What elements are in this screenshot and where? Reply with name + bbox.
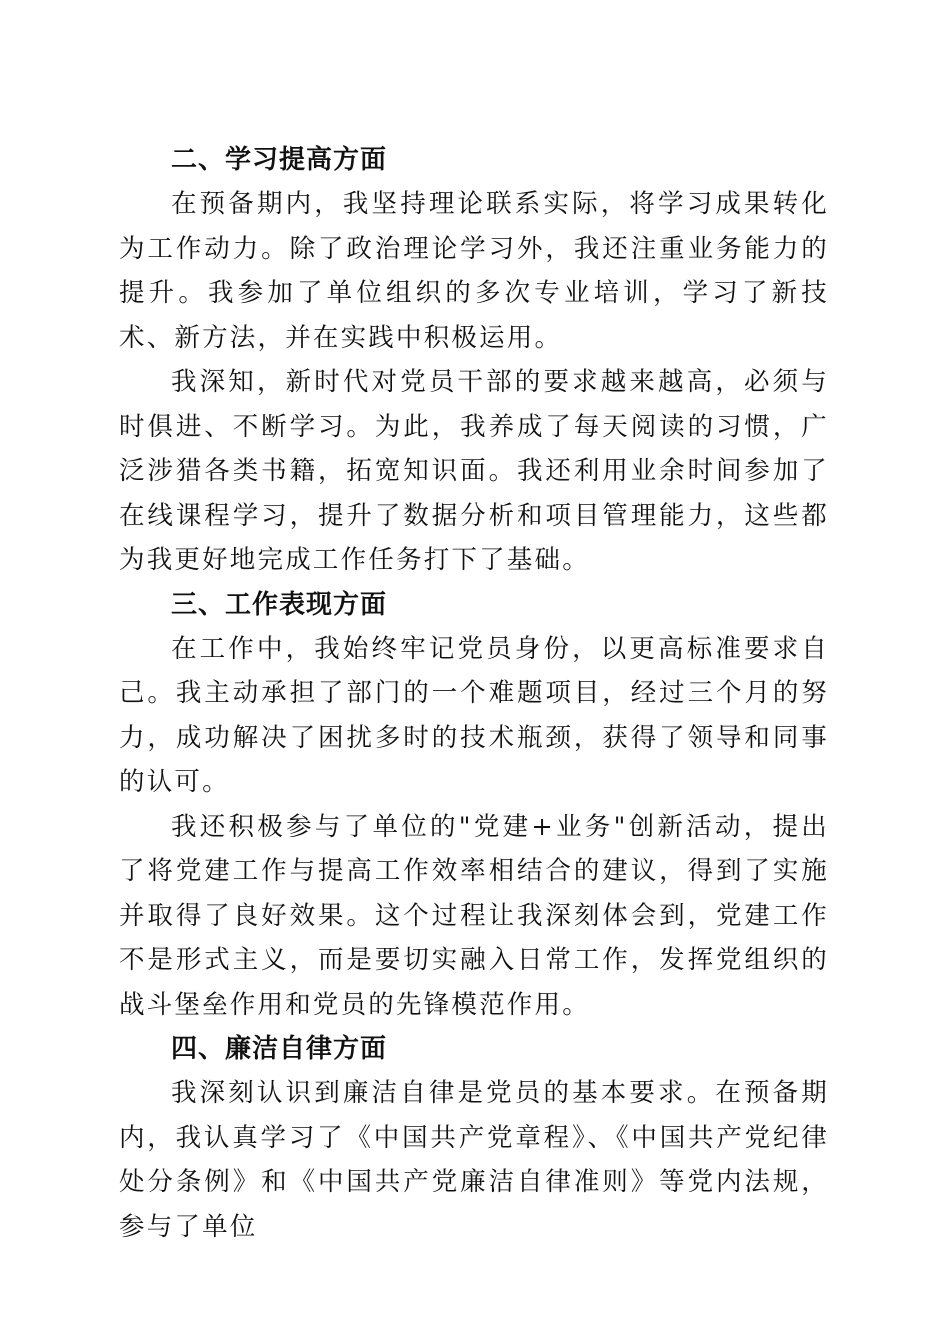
paragraph: 我深刻认识到廉洁自律是党员的基本要求。在预备期内，我认真学习了《中国共产党章程》、《中国共产党纪律处分条例》和《中国共产党廉洁自律准则》等党内法规，参与了单位 <box>119 1078 829 1242</box>
document-page <box>119 138 829 1249</box>
paragraph: 我还积极参与了单位的"党建+业务"创新活动，提出了将党建工作与提高工作效率相结合的建议，得到了实施并取得了良好效果。这个过程让我深刻体会到，党建工作不是形式主义，而是要切实融入日常工作，发挥党组织的战斗堡垒作用和党员的先锋模范作用。 <box>119 811 829 1020</box>
paragraph: 我深知，新时代对党员干部的要求越来越高，必须与时俱进、不断学习。为此，我养成了每天阅读的习惯，广泛涉猎各类书籍，拓宽知识面。我还利用业余时间参加了在线课程学习，提升了数据分析和项目管理能力，这些都为我更好地完成工作任务打下了基础。 <box>119 367 829 575</box>
section-heading: 二、学习提高方面 <box>171 145 388 175</box>
section-study <box>119 138 829 583</box>
section-heading: 四、廉洁自律方面 <box>171 1034 388 1064</box>
section-heading: 三、工作表现方面 <box>171 589 388 620</box>
section-integrity <box>119 1027 829 1249</box>
paragraph: 在预备期内，我坚持理论联系实际，将学习成果转化为工作动力。除了政治理论学习外，我还注重业务能力的提升。我参加了单位组织的多次专业培训，学习了新技术、新方法，并在实践中积极运用。 <box>119 189 829 353</box>
section-work <box>119 583 829 1028</box>
paragraph: 在工作中，我始终牢记党员身份，以更高标准要求自己。我主动承担了部门的一个难题项目，经过三个月的努力，成功解决了困扰多时的技术瓶颈，获得了领导和同事的认可。 <box>119 633 829 797</box>
